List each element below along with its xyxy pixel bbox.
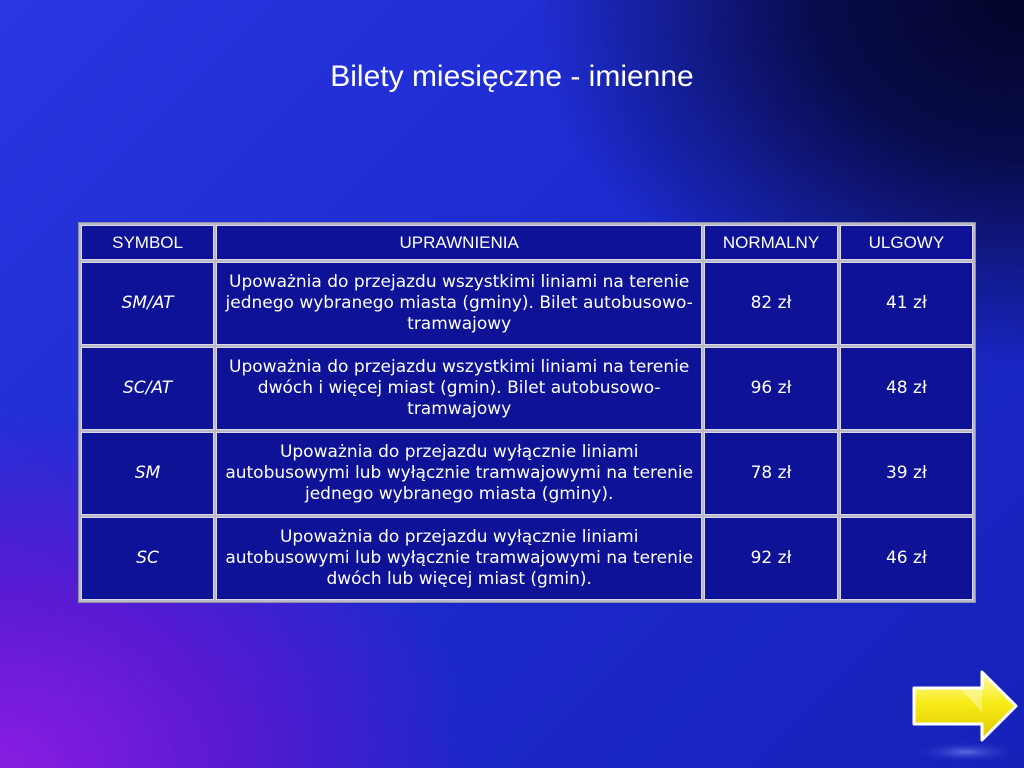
next-slide-button[interactable] [910,668,1022,764]
ticket-symbol: SM [81,432,214,515]
price-reduced: 41 zł [840,262,973,345]
price-normal: 96 zł [704,347,838,430]
ticket-symbol: SC/AT [81,347,214,430]
price-normal: 78 zł [704,432,838,515]
tickets-table [78,222,976,603]
price-reduced: 48 zł [840,347,973,430]
header-ulgowy: ULGOWY [840,225,973,260]
header-normalny: NORMALNY [704,225,838,260]
ticket-symbol: SC [81,517,214,600]
ticket-symbol: SM/AT [81,262,214,345]
price-normal: 82 zł [704,262,838,345]
table-row [81,432,973,515]
ticket-description: Upoważnia do przejazdu wyłącznie liniami autobusowymi lub wyłącznie tramwajowymi na terenie jednego wybranego miasta (gminy). [216,432,702,515]
price-reduced: 39 zł [840,432,973,515]
table-row [81,347,973,430]
ticket-description: Upoważnia do przejazdu wyłącznie liniami autobusowymi lub wyłącznie tramwajowymi na terenie dwóch lub więcej miast (gmin). [216,517,702,600]
table-row [81,262,973,345]
price-normal: 92 zł [704,517,838,600]
table-header-row [81,225,973,260]
price-reduced: 46 zł [840,517,973,600]
right-arrow-icon [910,668,1022,764]
header-uprawnienia: UPRAWNIENIA [216,225,702,260]
table-row [81,517,973,600]
ticket-description: Upoważnia do przejazdu wszystkimi liniami na terenie dwóch i więcej miast (gmin). Bilet autobusowo-tramwajowy [216,347,702,430]
ticket-description: Upoważnia do przejazdu wszystkimi liniami na terenie jednego wybranego miasta (gminy). Bilet autobusowo-tramwajowy [216,262,702,345]
slide-title: Bilety miesięczne - imienne [330,60,694,93]
header-symbol: SYMBOL [81,225,214,260]
